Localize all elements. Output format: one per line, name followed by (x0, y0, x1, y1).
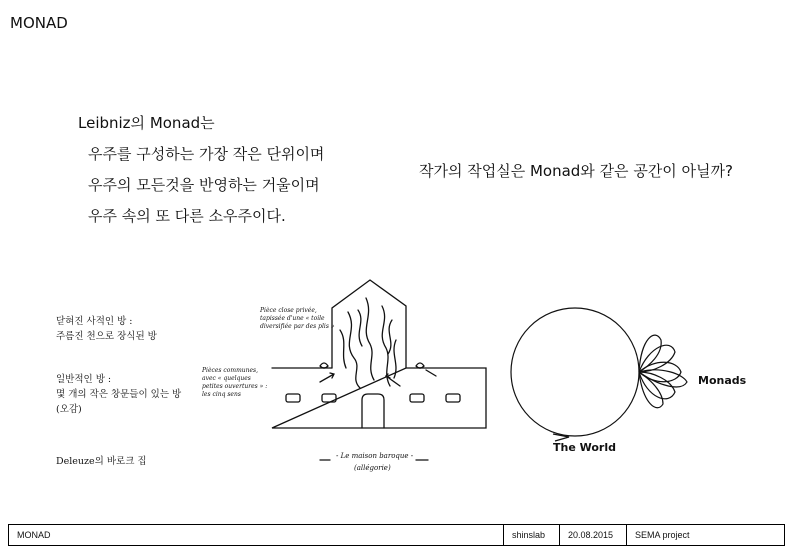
upper-note-2: tapissée d'une « toile (260, 315, 325, 322)
common-room-note: (오감) (56, 404, 82, 415)
monads-label: Monads (698, 374, 747, 387)
ground-room-annotation (201, 367, 267, 398)
baroque-house-caption: Deleuze의 바로크 집 (56, 456, 147, 467)
statement-line-3: 우주의 모든것을 반영하는 거울이며 (88, 176, 320, 194)
sketch-title: - Le maison baroque - (336, 452, 414, 460)
world-label: The World (553, 441, 616, 454)
closed-room-title: 닫혀진 사적인 방 : (56, 316, 133, 327)
title-block (8, 524, 785, 546)
footer-project: SEMA project (635, 530, 690, 540)
lower-note-2: avec « quelques (202, 375, 251, 382)
footer-date: 20.08.2015 (560, 525, 627, 545)
closed-room-desc: 주름진 천으로 장식된 방 (56, 331, 157, 342)
lower-note-3: petites ouvertures » : (202, 383, 268, 390)
statement-line-2: 우주를 구성하는 가장 작은 단위이며 (88, 145, 325, 163)
question-text: 작가의 작업실은 Monad와 같은 공간이 아닐까? (419, 162, 733, 180)
lower-note-1: Pièces communes, (202, 367, 259, 374)
lower-note-4: les cinq sens (202, 391, 241, 398)
upper-note-1: Pièce close privée, (260, 307, 317, 314)
statement-line-1: Leibniz의 Monad는 (78, 114, 215, 132)
common-room-caption (56, 372, 181, 417)
common-room-desc: 몇 개의 작은 창문들이 있는 방 (56, 389, 182, 400)
baroque-house-sketch (202, 270, 495, 500)
footer-title: MONAD (9, 525, 504, 545)
closed-room-caption (56, 314, 157, 344)
page-title: MONAD (10, 14, 68, 32)
ground-floor-outline (272, 368, 486, 428)
upper-note-3: diversifiée par des plis » (260, 323, 335, 330)
door-outline (362, 394, 384, 428)
statement-line-4: 우주 속의 또 다른 소우주이다. (88, 207, 286, 225)
world-circle (511, 308, 639, 436)
monad-statement (78, 108, 324, 232)
footer-author: shinslab (504, 525, 560, 545)
common-room-title: 일반적인 방 : (56, 374, 112, 385)
world-monads-diagram (505, 300, 695, 450)
sketch-subtitle: (allégorie) (354, 464, 391, 472)
upper-room-annotation (259, 307, 335, 330)
